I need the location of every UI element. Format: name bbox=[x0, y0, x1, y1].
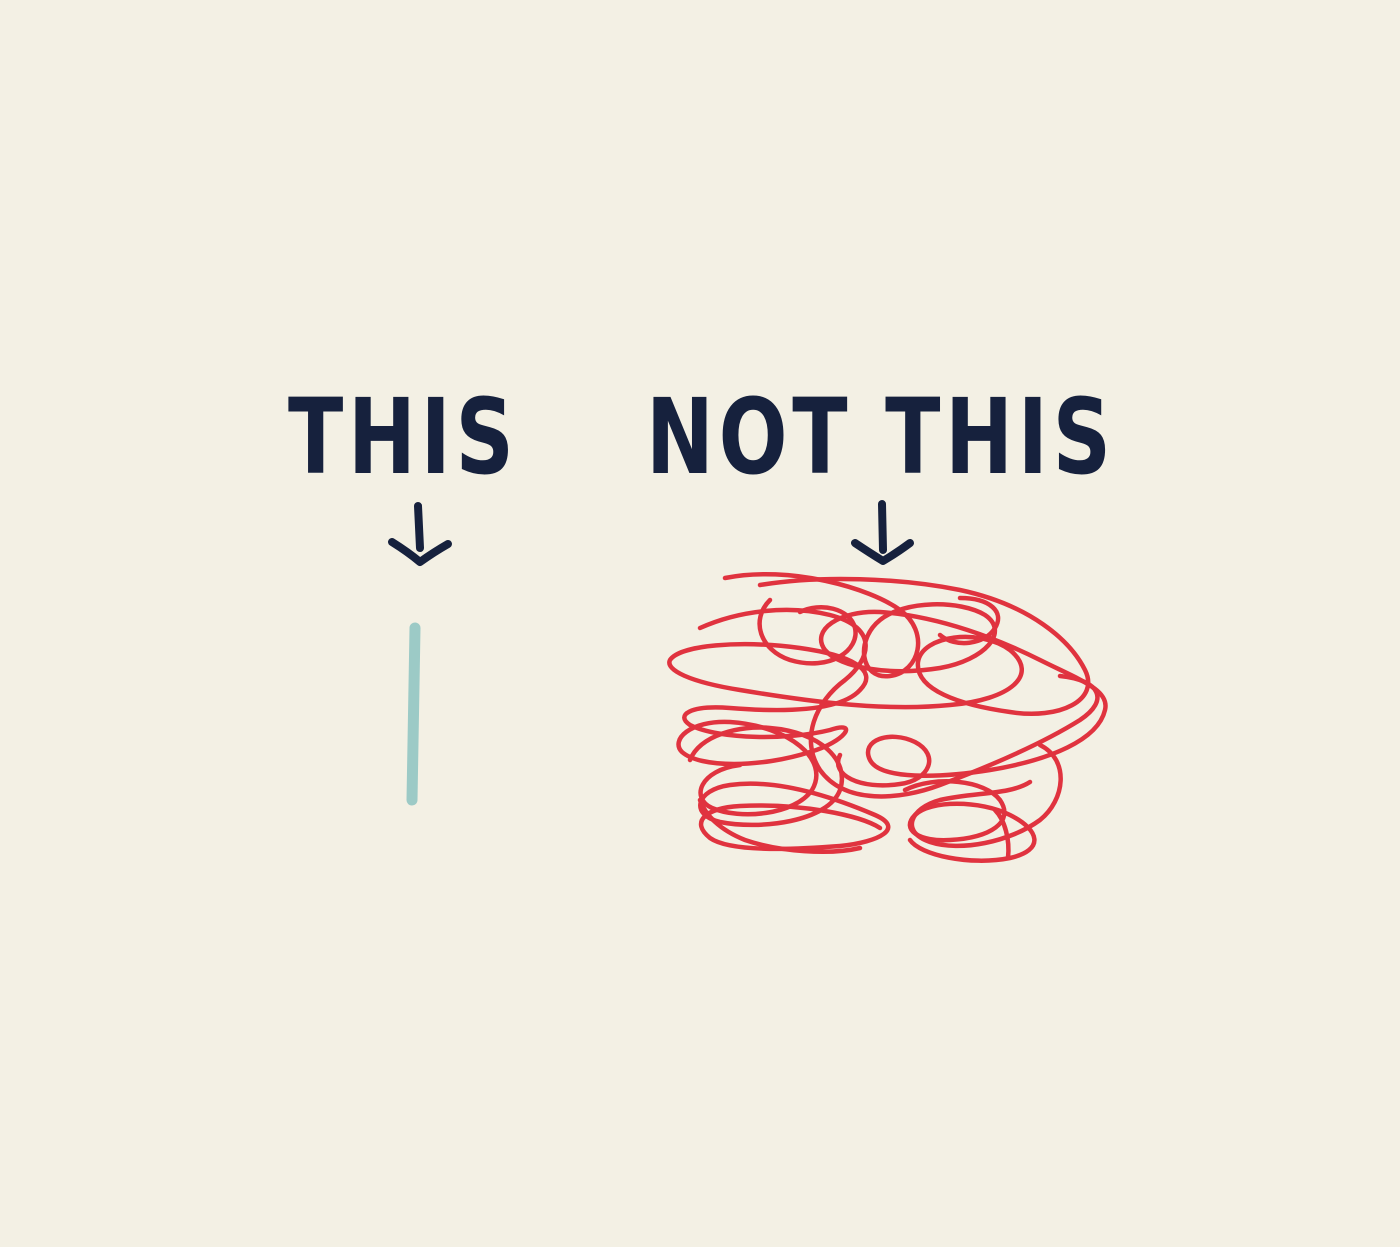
straight-line bbox=[412, 628, 415, 800]
label-this: THIS bbox=[288, 376, 519, 498]
tangled-scribble bbox=[669, 574, 1105, 860]
label-not-this: NOT THIS bbox=[646, 376, 1116, 498]
arrow-down-icon-left bbox=[392, 506, 448, 562]
arrow-down-icon-right bbox=[855, 504, 910, 561]
